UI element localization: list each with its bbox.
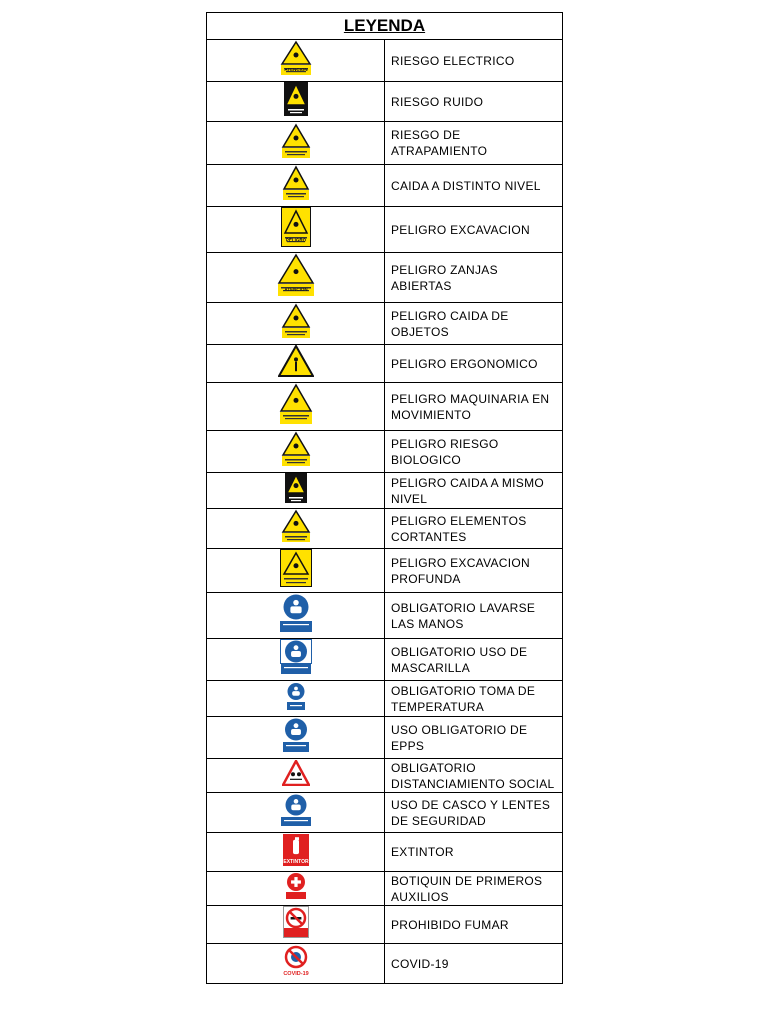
- sharp-elements-sign-icon: [281, 509, 311, 543]
- legend-icon-cell: [207, 40, 385, 82]
- falling-objects-sign-icon: [281, 303, 311, 339]
- legend-row: [207, 872, 563, 906]
- legend-label: PELIGRO CAIDA A MISMO NIVEL: [385, 473, 563, 509]
- legend-body: [207, 40, 563, 984]
- legend-row: [207, 549, 563, 593]
- legend-label: RIESGO RUIDO: [385, 82, 563, 122]
- legend-row: [207, 82, 563, 122]
- legend-label: PROHIBIDO FUMAR: [385, 906, 563, 944]
- legend-row: [207, 207, 563, 253]
- legend-icon-cell: [207, 833, 385, 872]
- svg-text:ATENCION: ATENCION: [283, 287, 308, 293]
- svg-text:EXTINTOR: EXTINTOR: [282, 858, 309, 865]
- legend-label: RIESGO ELECTRICO: [385, 40, 563, 82]
- legend-label: OBLIGATORIO DISTANCIAMIENTO SOCIAL: [385, 759, 563, 793]
- legend-icon-cell: [207, 793, 385, 833]
- ppe-mandatory-sign-icon: [282, 717, 310, 753]
- legend-row: [207, 431, 563, 473]
- legend-row: [207, 944, 563, 984]
- legend-label: PELIGRO ELEMENTOS CORTANTES: [385, 509, 563, 549]
- legend-row: [207, 906, 563, 944]
- electric-risk-sign-icon: [280, 40, 312, 76]
- legend-label: BOTIQUIN DE PRIMEROS AUXILIOS: [385, 872, 563, 906]
- no-smoking-sign-icon: [283, 906, 309, 938]
- legend-label: COVID-19: [385, 944, 563, 984]
- legend-icon-cell: [207, 207, 385, 253]
- legend-icon-cell: [207, 872, 385, 906]
- legend-row: [207, 303, 563, 345]
- legend-label: PELIGRO ZANJAS ABIERTAS: [385, 253, 563, 303]
- legend-header-row: [207, 13, 563, 40]
- legend-row: [207, 473, 563, 509]
- legend-row: [207, 122, 563, 165]
- legend-icon-cell: [207, 509, 385, 549]
- legend-icon-cell: [207, 253, 385, 303]
- legend-label: OBLIGATORIO TOMA DE TEMPERATURA: [385, 681, 563, 717]
- legend-icon-cell: [207, 345, 385, 383]
- legend-label: PELIGRO RIESGO BIOLOGICO: [385, 431, 563, 473]
- legend-icon-cell: [207, 717, 385, 759]
- legend-row: [207, 383, 563, 431]
- legend-label: USO DE CASCO Y LENTES DE SEGURIDAD: [385, 793, 563, 833]
- legend-row: [207, 345, 563, 383]
- legend-icon-cell: [207, 759, 385, 793]
- excavation-danger-sign-icon: [281, 207, 311, 247]
- legend-icon-cell: [207, 122, 385, 165]
- noise-risk-sign-icon: [284, 82, 308, 116]
- slip-same-level-sign-icon: [285, 473, 307, 503]
- legend-row: [207, 165, 563, 207]
- legend-row: [207, 253, 563, 303]
- svg-text:ATENCION: ATENCION: [283, 67, 308, 73]
- legend-row: [207, 681, 563, 717]
- legend-row: [207, 759, 563, 793]
- moving-machinery-sign-icon: [279, 383, 313, 425]
- entrapment-risk-sign-icon: [281, 123, 311, 159]
- legend-icon-cell: [207, 944, 385, 984]
- legend-row: [207, 717, 563, 759]
- ergonomic-danger-sign-icon: [278, 345, 314, 377]
- covid-19-sign-icon: [282, 944, 310, 978]
- legend-icon-cell: [207, 383, 385, 431]
- social-distancing-sign-icon: [282, 760, 310, 786]
- legend-label: PELIGRO CAIDA DE OBJETOS: [385, 303, 563, 345]
- legend-label: OBLIGATORIO LAVARSE LAS MANOS: [385, 593, 563, 639]
- legend-row: [207, 40, 563, 82]
- legend-icon-cell: [207, 906, 385, 944]
- legend-label: EXTINTOR: [385, 833, 563, 872]
- legend-label: PELIGRO MAQUINARIA EN MOVIMIENTO: [385, 383, 563, 431]
- legend-title: LEYENDA: [207, 13, 563, 40]
- helmet-goggles-sign-icon: [280, 793, 312, 827]
- fall-different-level-sign-icon: [282, 165, 310, 201]
- legend-icon-cell: [207, 549, 385, 593]
- open-trench-danger-sign-icon: [277, 253, 315, 297]
- legend-icon-cell: [207, 431, 385, 473]
- legend-label: USO OBLIGATORIO DE EPPS: [385, 717, 563, 759]
- legend-icon-cell: [207, 593, 385, 639]
- legend-row: [207, 833, 563, 872]
- legend-row: [207, 793, 563, 833]
- hand-washing-sign-icon: [279, 593, 313, 633]
- legend-row: [207, 639, 563, 681]
- legend-label: PELIGRO ERGONOMICO: [385, 345, 563, 383]
- legend-icon-cell: [207, 473, 385, 509]
- legend-label: CAIDA A DISTINTO NIVEL: [385, 165, 563, 207]
- legend-label: OBLIGATORIO USO DE MASCARILLA: [385, 639, 563, 681]
- legend-label: RIESGO DE ATRAPAMIENTO: [385, 122, 563, 165]
- biohazard-sign-icon: [281, 431, 311, 467]
- legend-icon-cell: [207, 639, 385, 681]
- legend-row: [207, 509, 563, 549]
- svg-text:PELIGRO: PELIGRO: [285, 237, 306, 243]
- deep-excavation-sign-icon: [280, 549, 312, 587]
- fire-extinguisher-sign-icon: [283, 834, 309, 866]
- temperature-check-sign-icon: [286, 681, 306, 711]
- legend-icon-cell: [207, 165, 385, 207]
- first-aid-kit-sign-icon: [285, 872, 307, 900]
- face-mask-sign-icon: [280, 639, 312, 675]
- legend-table: [206, 12, 563, 984]
- legend-row: [207, 593, 563, 639]
- legend-icon-cell: [207, 681, 385, 717]
- legend-icon-cell: [207, 303, 385, 345]
- legend-label: PELIGRO EXCAVACION PROFUNDA: [385, 549, 563, 593]
- legend-label: PELIGRO EXCAVACION: [385, 207, 563, 253]
- legend-icon-cell: [207, 82, 385, 122]
- svg-text:COVID-19: COVID-19: [282, 971, 309, 977]
